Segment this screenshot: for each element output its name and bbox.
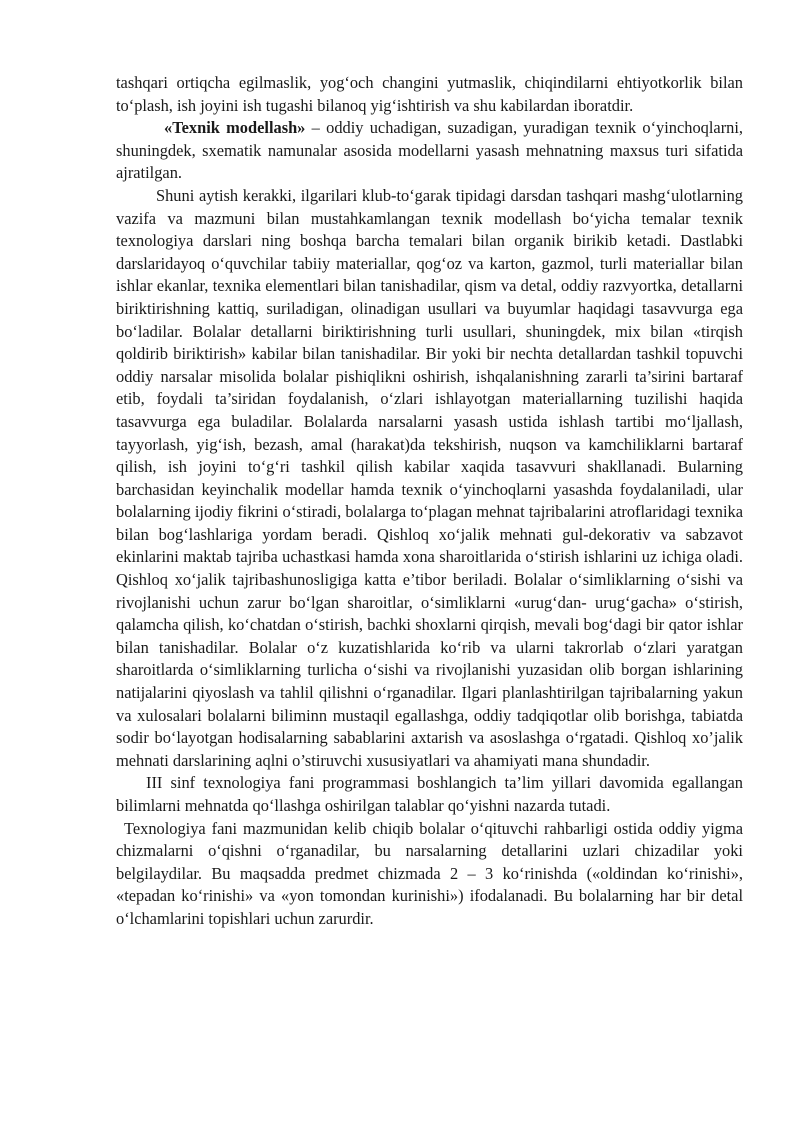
paragraph-technical-modeling-definition <box>116 117 743 185</box>
paragraph-modeling-and-agriculture: Shuni aytish kerakki, ilgarilari klub-to‘garak tipidagi darsdan tashqari mashg‘ulotlarning vazifa va mazmuni bilan mustahkamlangan texnik modellash bo‘yicha temalar texnik texnologiya darslari ning boshqa barcha temalari bilan organik birikib ketadi. Dastlabki darslaridayoq o‘quvchilar tabiiy materiallar, qog‘oz va karton, gazmol, turli materiallar bilan ishlar ekanlar, texnika elementlari bilan tanishadilar, qism va detal, oddiy razvyortka, detallarni biriktirishning kattiq, suriladigan, olinadigan usullari va buyumlar haqidagi tasavvurga ega bo‘ladilar. Bolalar detallarni biriktirishning turli usullari, shuningdek, mix bilan «tirqish qoldirib biriktirish» kabilar bilan tanishadilar. Bir yoki bir nechta detallardan tashkil topuvchi oddiy narsalar misolida bolalar pishiqlikni oshirish, ishqalanishning zararli ta’sirini bartaraf etib, foydali ta’siridan foydalanish, o‘zlari ishlayotgan materiallarning tuzilishi haqida tasavvurga ega buladilar. Bolalarda narsalarni yasash ustida ishlash tartibi mo‘ljallash, tayyorlash, yig‘ish, bezash, amal (harakat)da tekshirish, nuqson va kamchiliklarni bartaraf qilish, ish joyini to‘g‘ri tashkil qilish kabilar xaqida tasavvuri shakllanadi. Bularning barchasidan keyinchalik modellar hamda texnik o‘yinchoqlarni yasashda foydalaniladi, ular bolalarning ijodiy fikrini o‘stiradi, bolalarga to‘plagan mehnat tajribalarini atroflaridagi texnika bilan bog‘lashlariga yordam beradi. Qishloq xo‘jalik mehnati gul-dekorativ va sabzavot ekinlarini maktab tajriba uchastkasi hamda xona sharoitlarida o‘stirish ishlarini uz ichiga oladi. Qishloq xo‘jalik tajribashunosligiga katta e’tibor beriladi. Bolalar o‘simliklarning o‘sishi va rivojlanishi uchun zarur bo‘lgan sharoitlar, o‘simliklarni «urug‘dan- urug‘gacha» o‘stirish, qalamcha qilish, ko‘chatdan o‘stirish, bachki shoxlarni qirqish, mevali bog‘dagi bir qator ishlar bilan tanishadilar. Bolalar o‘z kuzatishlarida ko‘rib va ularni takrorlab o‘zlari yaratgan sharoitlarda o‘simliklarning turlicha o‘sishi va rivojlanishi yuzasidan olib borgan ishlarining natijalarini qiyoslash va tahlil qilishni o‘rganadilar. Ilgari planlashtirilgan tajribalarning yakun va xulosalari bolalarni biliminn mustaqil egallashga, oddiy tadqiqotlar olib borishga, tabiatda sodir bo‘layotgan hodisalarning sabablarini axtarish va asoslashga o‘rgatadi. Qishloq xo’jalik mehnati darslarining aqlni o’stiruvchi xususiyatlari va ahamiyati mana shundadir. <box>116 185 743 770</box>
definition-text: – oddiy uchadigan, suzadigan, yuradigan texnik o‘yinchoqlarni, shuningdek, sxematik namunalar asosida modellarni yasash mehnatning maxsus turi sifatida ajratilgan. <box>116 118 743 183</box>
document-page <box>116 72 743 931</box>
paragraph-safety-continuation: tashqari ortiqcha egilmaslik, yog‘och changini yutmaslik, chiqindilarni ehtiyotkorlik bilan to‘plash, ish joyini ish tugashi bilanoq yig‘ishtirish va shu kabilardan iboratdir. <box>116 73 743 115</box>
term-technical-modeling: «Texnik modellash» <box>164 118 306 138</box>
paragraph-drawings-reading: Texnologiya fani mazmunidan kelib chiqib bolalar o‘qituvchi rahbarligi ostida oddiy yigma chizmalarni o‘qishni o‘rganadilar, bu narsalarning detallarini uzlari chizadilar yoki belgilaydilar. Bu maqsadda predmet chizmada 2 – 3 ko‘rinishda («oldindan ko‘rinishi», «tepadan ko‘rinishi» va «yon tomondan kurinishi») ifodalanadi. Bu bolalarning har bir detal o‘lchamlarini topishlari uchun zarurdir. <box>116 818 743 928</box>
paragraph-grade-three-program: III sinf texnologiya fani programmasi boshlangich ta’lim yillari davomida egallangan bilimlarni mehnatda qo‘llashga oshirilgan talablar qo‘yishni nazarda tutadi. <box>116 773 743 815</box>
